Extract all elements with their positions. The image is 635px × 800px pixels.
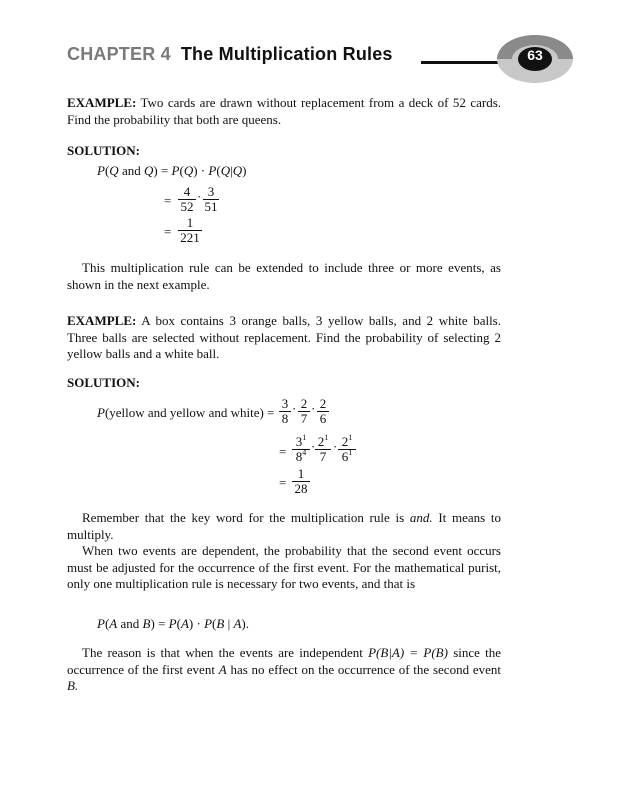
paragraph-dependent: When two events are dependent, the probability that the second event occurs must be adjusted for the occurrence of the first event. For the mathematical purist, only one multiplication rule is necessary for two events, and that is [67, 543, 501, 591]
fraction-3-51: $\frac{3}{51}$ [204, 184, 218, 214]
example-1-text: Two cards are drawn without replacement from a deck of 52 cards. Find the probability that both are queens. [67, 95, 501, 127]
page-number: 63 [527, 47, 543, 63]
example-2 [67, 313, 501, 363]
paragraph-extend: This multiplication rule can be extended to include three or more events, as shown in the next example. [67, 260, 501, 292]
chapter-heading [67, 44, 393, 65]
fraction-2-7-cancelled: $\frac{2^1}{7}$ [315, 435, 331, 464]
solution-1-lhs: P(Q and Q) = P(Q) · P(Q|Q) [97, 163, 247, 178]
example-2-label: EXAMPLE: [67, 313, 137, 328]
solution-1-label: SOLUTION: [67, 143, 140, 158]
fraction-3-8-cancelled: $\frac{3^1}{8^4}$ [292, 435, 310, 464]
chapter-title: The Multiplication Rules [180, 44, 393, 64]
chapter-label: CHAPTER 4 [67, 44, 171, 64]
paragraph-reason: The reason is that when the events are independent P(B|A) = P(B) since the occurrence of the first event A has no effect on the occurrence of the second event B. [67, 645, 502, 693]
fraction-2-6-cancelled: $\frac{2^1}{6^1}$ [338, 435, 356, 464]
paragraph-keyword: Remember that the key word for the multiplication rule is and. It means to multiply. [67, 510, 502, 542]
fraction-1-221: $\frac{1}{221}$ [178, 216, 202, 245]
solution-2-label: SOLUTION: [67, 375, 140, 390]
fraction-1-28: $\frac{1}{28}$ [292, 467, 310, 496]
fraction-2-6: $\frac{2}{6}$ [317, 397, 329, 426]
fraction-4-52: $\frac{4}{52}$ [178, 185, 196, 214]
fraction-3-8: $\frac{3}{8}$ [279, 397, 291, 426]
solution-2-lhs: P(yellow and yellow and white) = [97, 405, 275, 420]
multiplication-rule: P(A and B) = P(A) · P(B | A). [97, 616, 249, 631]
example-1-label: EXAMPLE: [67, 95, 137, 110]
example-1 [67, 95, 501, 128]
example-2-text: A box contains 3 orange balls, 3 yellow balls, and 2 white balls. Three balls are selected without replacement. Find the probability of selecting 2 yellow balls and a white ball. [67, 313, 501, 361]
fraction-2-7: $\frac{2}{7}$ [298, 397, 310, 426]
